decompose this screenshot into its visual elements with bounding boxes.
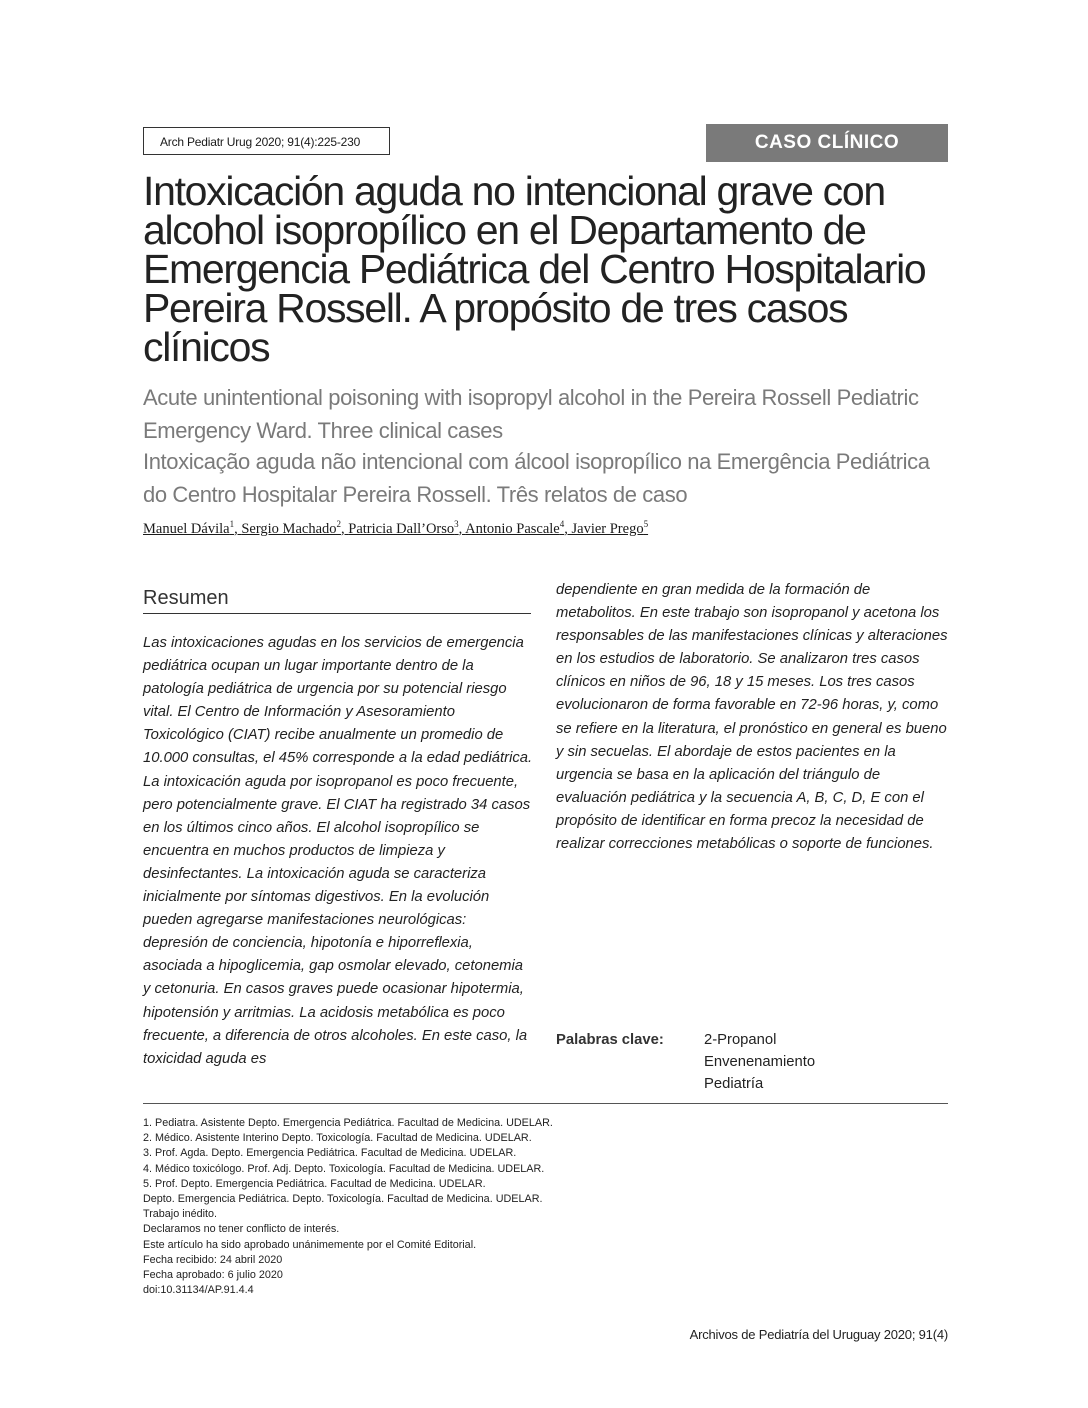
footnotes bbox=[143, 1116, 553, 1298]
footnote-item: Depto. Emergencia Pediátrica. Depto. Toxicología. Facultad de Medicina. UDELAR. bbox=[143, 1193, 543, 1206]
abstract-column-left bbox=[143, 632, 533, 1071]
subtitle-english: Acute unintentional poisoning with isopropyl alcohol in the Pereira Rossell Pediatric Emergency Ward. Three clinical cases bbox=[143, 385, 919, 443]
footnote-item: doi:10.31134/AP.91.4.4 bbox=[143, 1284, 254, 1297]
section-badge: CASO CLÍNICO bbox=[706, 124, 948, 162]
footnote-divider bbox=[143, 1103, 948, 1104]
author-affiliation-mark: 4 bbox=[559, 519, 565, 529]
footnote-item: 5. Prof. Depto. Emergencia Pediátrica. Facultad de Medicina. UDELAR. bbox=[143, 1177, 486, 1190]
keywords-list bbox=[704, 1029, 815, 1095]
author-name: Javier Prego bbox=[571, 520, 644, 537]
running-footer: Archivos de Pediatría del Uruguay 2020; 91(4) bbox=[689, 1327, 948, 1342]
keyword-item: Pediatría bbox=[704, 1076, 764, 1092]
abstract-heading: Resumen bbox=[143, 587, 531, 614]
author-affiliation-mark: 3 bbox=[454, 519, 459, 529]
author-name: Patricia Dall’Orso bbox=[348, 520, 455, 537]
author-affiliation-mark: 5 bbox=[643, 519, 649, 529]
footnote-item: Fecha recibido: 24 abril 2020 bbox=[143, 1253, 283, 1266]
author-name: Manuel Dávila bbox=[143, 520, 230, 537]
footnote-item: 3. Prof. Agda. Depto. Emergencia Pediátrica. Facultad de Medicina. UDELAR. bbox=[143, 1147, 517, 1160]
keyword-item: Envenenamiento bbox=[704, 1054, 816, 1070]
citation-box: Arch Pediatr Urug 2020; 91(4):225-230 bbox=[143, 127, 390, 155]
author-list: Manuel Dávila$^1$, Sergio Machado$^2$, Patricia Dall’Orso$^3$, Antonio Pascale$^4$, Javier Prego$^5$ bbox=[143, 519, 649, 537]
subtitle-portuguese: Intoxicação aguda não intencional com álcool isopropílico na Emergência Pediátrica do Centro Hospitalar Pereira Rossell. Três relatos de caso bbox=[143, 449, 930, 507]
abstract-text: Las intoxicaciones agudas en los servicios de emergencia pediátrica ocupan un lugar importante dentro de la patología pediátrica de urgencia por su potencial riesgo vital. El Centro de Información y Asesoramiento Toxicológico (CIAT) recibe anualmente un promedio de 10.000 consultas, el 45% corresponde a la edad pediátrica. La intoxicación aguda por isopropanol es poco frecuente, pero potencialmente grave. El CIAT ha registrado 34 casos en los últimos cinco años. El alcohol isopropílico se encuentra en muchos productos de limpieza y desinfectantes. La intoxicación aguda se caracteriza inicialmente por síntomas digestivos. En la evolución pueden agregarse manifestaciones neurológicas: depresión de conciencia, hipotonía e hiporreflexia, asociada a hipoglicemia, gap osmolar elevado, cetonemia y cetonuria. En casos graves puede ocasionar hipotermia, hipotensión y arritmias. La acidosis metabólica es poco frecuente, a diferencia de otros alcoholes. En este caso, la toxicidad aguda es bbox=[143, 635, 533, 1067]
author-affiliation-mark: 1 bbox=[229, 519, 235, 529]
author-name: Antonio Pascale bbox=[465, 520, 560, 537]
abstract-text: dependiente en gran medida de la formación de metabolitos. En este trabajo son isopropanol y acetona los responsables de las manifestaciones clínicas y alteraciones en los estudios de laboratorio. Se analizaron tres casos clínicos en niños de 96, 18 y 15 meses. Los tres casos evolucionaron de forma favorable en 72-96 horas, y, como se refiere en la literatura, el pronóstico en general es bueno y sin secuelas. El abordaje de estos pacientes en la urgencia se basa en la aplicación del triángulo de evaluación pediátrica y la secuencia A, B, C, D, E con el propósito de identificar en forma precoz la necesidad de realizar correcciones metabólicas o soporte de funciones. bbox=[556, 582, 948, 853]
footnote-item: Trabajo inédito. bbox=[143, 1208, 218, 1221]
author-affiliation-mark: 2 bbox=[336, 519, 341, 529]
article-title: Intoxicación aguda no intencional grave con alcohol isopropílico en el Departamento de Emergencia Pediátrica del Centro Hospitalario Pereira Rossell. A propósito de tres casos clínicos bbox=[143, 168, 926, 370]
abstract-column-right bbox=[556, 579, 951, 856]
footnote-item: Declaramos no tener conflicto de interés. bbox=[143, 1223, 340, 1236]
footnote-item: 4. Médico toxicólogo. Prof. Adj. Depto. Toxicología. Facultad de Medicina. UDELAR. bbox=[143, 1162, 545, 1175]
footnote-item: 2. Médico. Asistente Interino Depto. Toxicología. Facultad de Medicina. UDELAR. bbox=[143, 1132, 532, 1145]
footnote-item: 1. Pediatra. Asistente Depto. Emergencia Pediátrica. Facultad de Medicina. UDELAR. bbox=[143, 1117, 553, 1129]
keyword-item: 2-Propanol bbox=[704, 1032, 777, 1048]
author-name: Sergio Machado bbox=[241, 520, 337, 537]
footnote-item: Este artículo ha sido aprobado unánimemente por el Comité Editorial. bbox=[143, 1238, 477, 1251]
keywords-label: Palabras clave: bbox=[556, 1032, 664, 1048]
footnote-item: Fecha aprobado: 6 julio 2020 bbox=[143, 1269, 283, 1282]
